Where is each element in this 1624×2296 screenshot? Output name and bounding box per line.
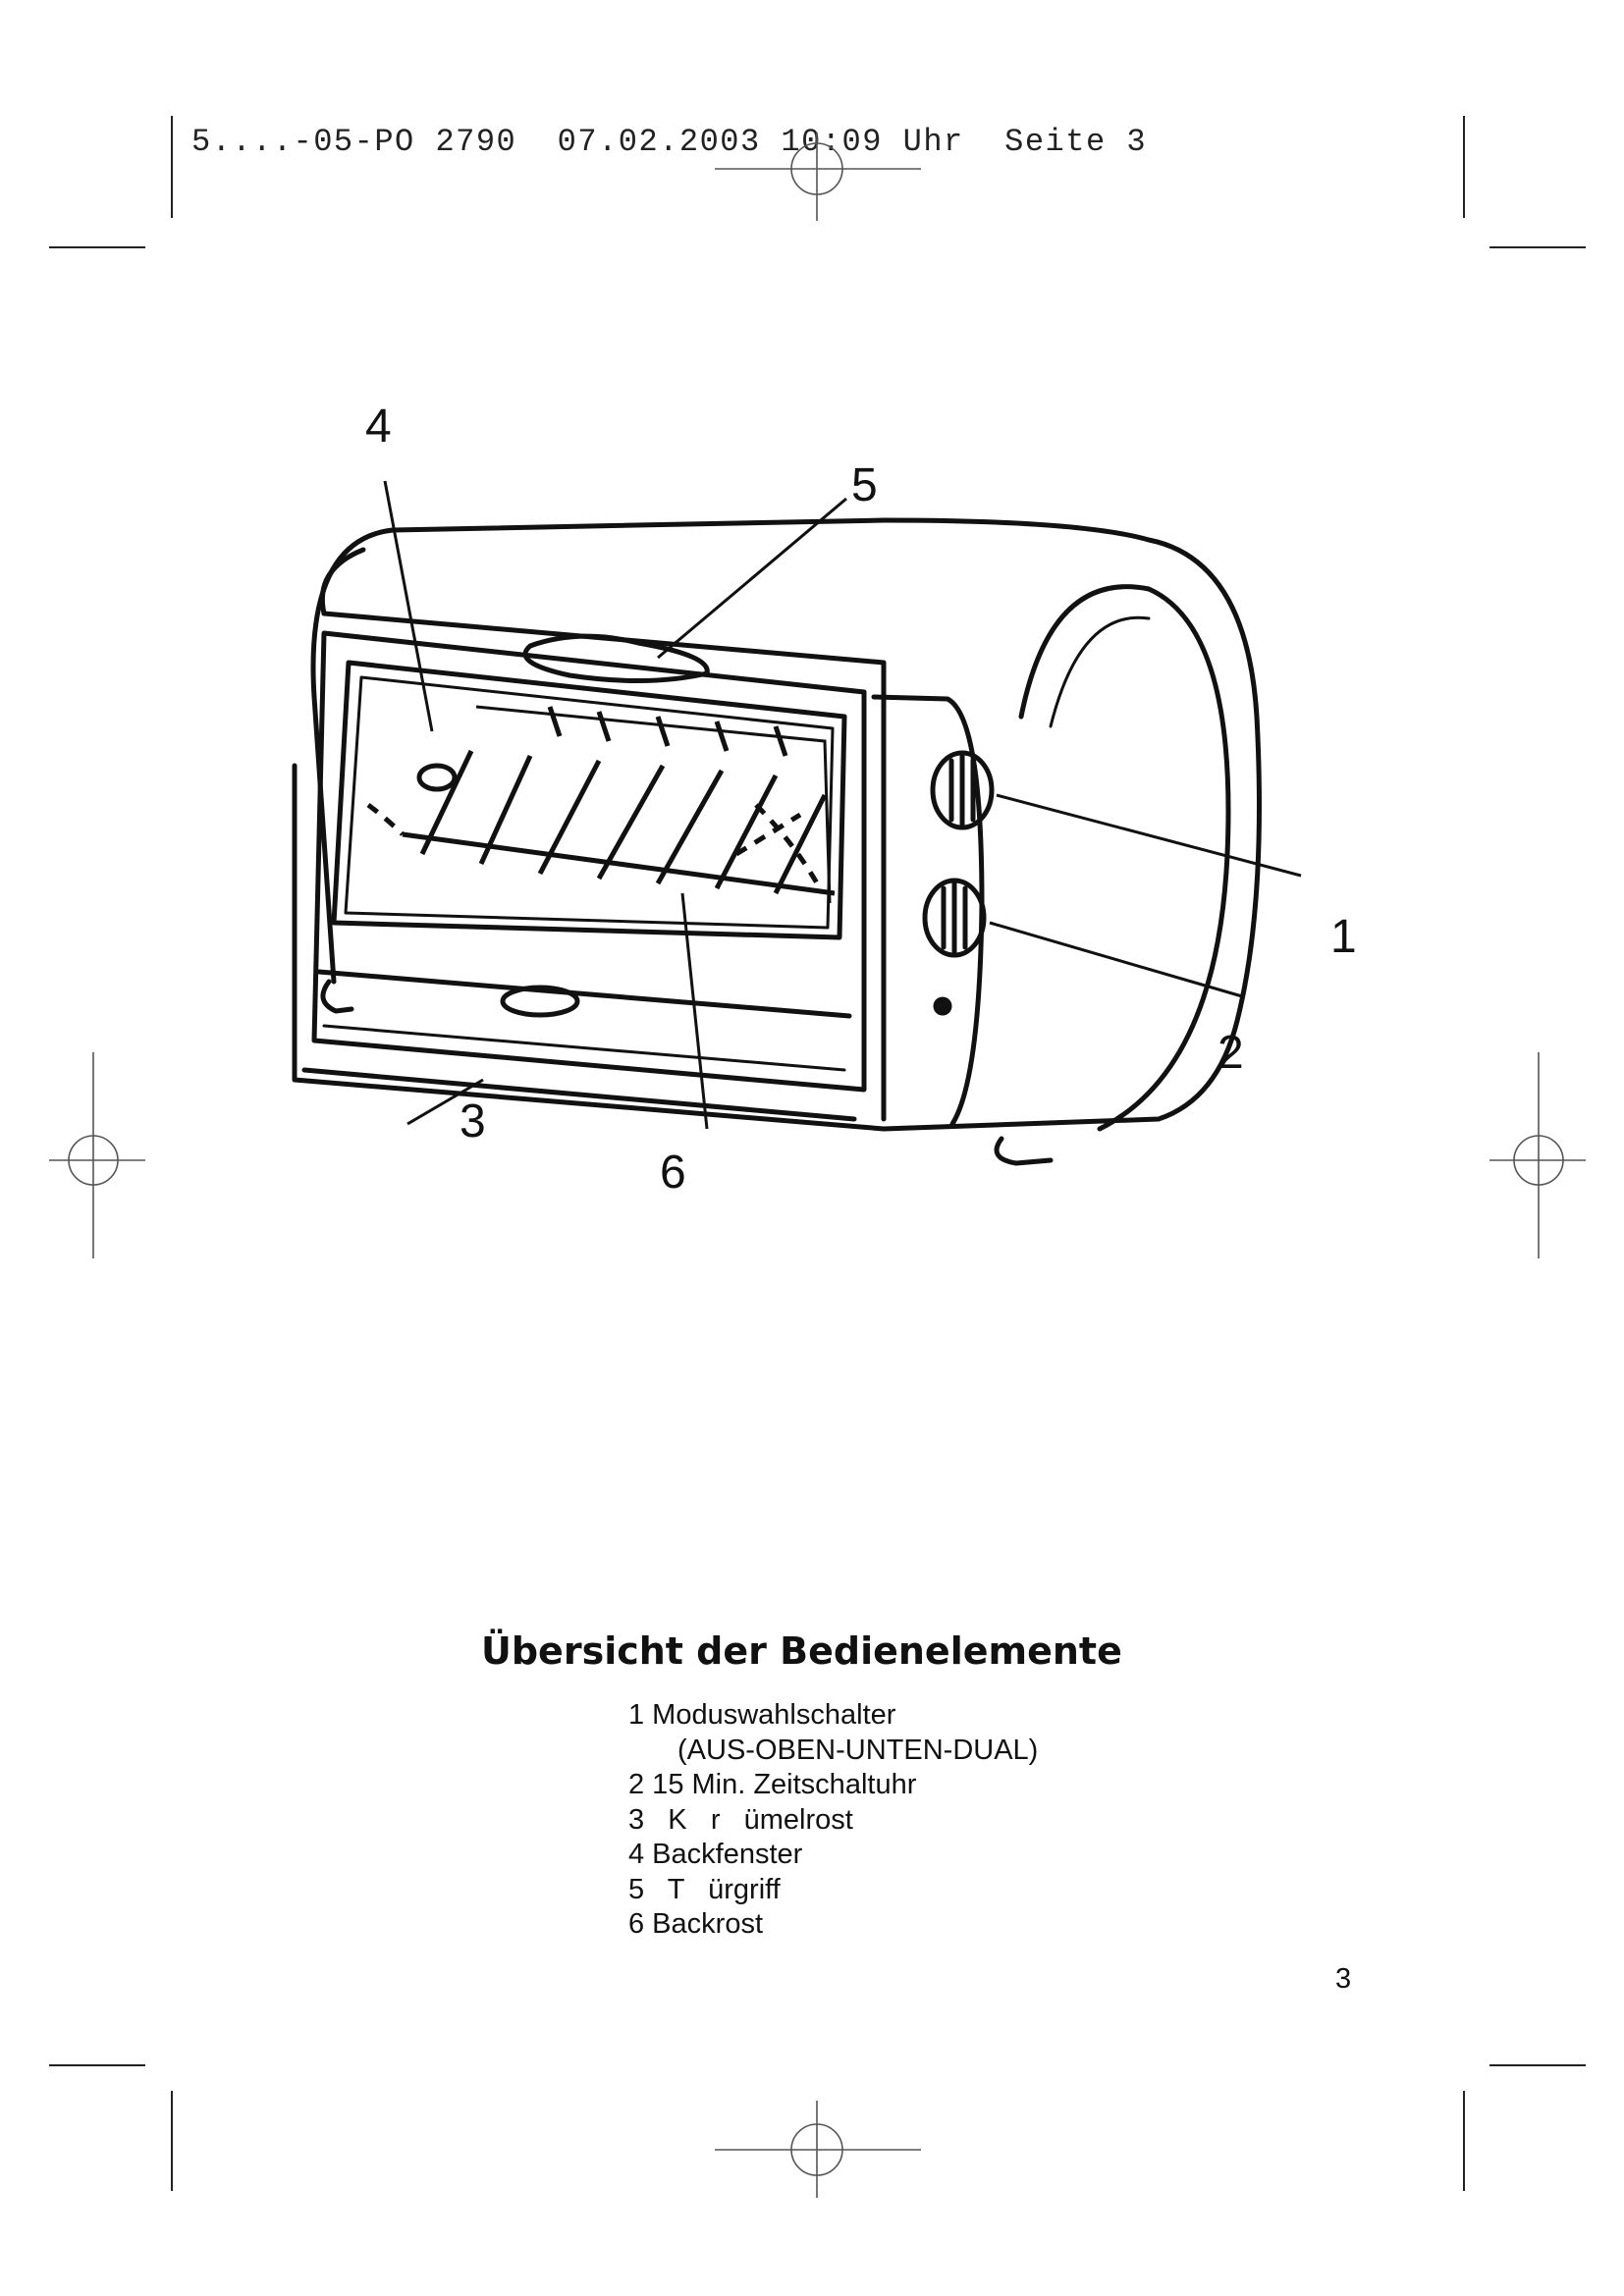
callout-5: 5 bbox=[851, 459, 878, 511]
bake-window bbox=[334, 663, 844, 937]
section-title: Übersicht der Bedienelemente bbox=[481, 1629, 1122, 1673]
legend-item: 1 Moduswahlschalter bbox=[628, 1699, 896, 1731]
controls-legend bbox=[628, 1698, 1038, 1943]
callout-2: 2 bbox=[1218, 1027, 1244, 1079]
rack-grid bbox=[368, 707, 835, 903]
callout-1: 1 bbox=[1330, 911, 1357, 963]
page-number: 3 bbox=[1335, 1963, 1352, 1995]
crumb-tray bbox=[304, 1070, 854, 1119]
registration-mark-top bbox=[715, 133, 921, 221]
mode-selector-knob bbox=[933, 753, 992, 828]
callout-6: 6 bbox=[660, 1147, 686, 1199]
registration-mark-right bbox=[1489, 1052, 1586, 1258]
leader-line-4 bbox=[385, 481, 432, 731]
print-slug: 5....-05-PO 2790 07.02.2003 10:09 Uhr Seite 3 bbox=[191, 124, 1148, 160]
legend-item: 4 Backfenster bbox=[628, 1839, 803, 1870]
leader-line-1 bbox=[997, 795, 1301, 876]
registration-mark-left bbox=[49, 1052, 145, 1258]
toaster-oven-illustration bbox=[275, 393, 1404, 1217]
legend-item: (AUS-OBEN-UNTEN-DUAL) bbox=[677, 1734, 1039, 1766]
timer-knob bbox=[925, 881, 984, 955]
legend-item: 2 15 Min. Zeitschaltuhr bbox=[628, 1769, 917, 1800]
legend-item: 5 T ürgriff bbox=[628, 1873, 781, 1905]
side-panel bbox=[1021, 587, 1228, 1129]
leader-line-6 bbox=[682, 893, 707, 1129]
legend-item: 3 K r ümelrost bbox=[628, 1803, 853, 1836]
leader-line-2 bbox=[990, 923, 1242, 996]
legend-item: 6 Backrost bbox=[628, 1908, 763, 1940]
registration-mark-bottom bbox=[715, 2101, 921, 2198]
callout-3: 3 bbox=[460, 1095, 486, 1148]
callout-4: 4 bbox=[365, 400, 392, 453]
